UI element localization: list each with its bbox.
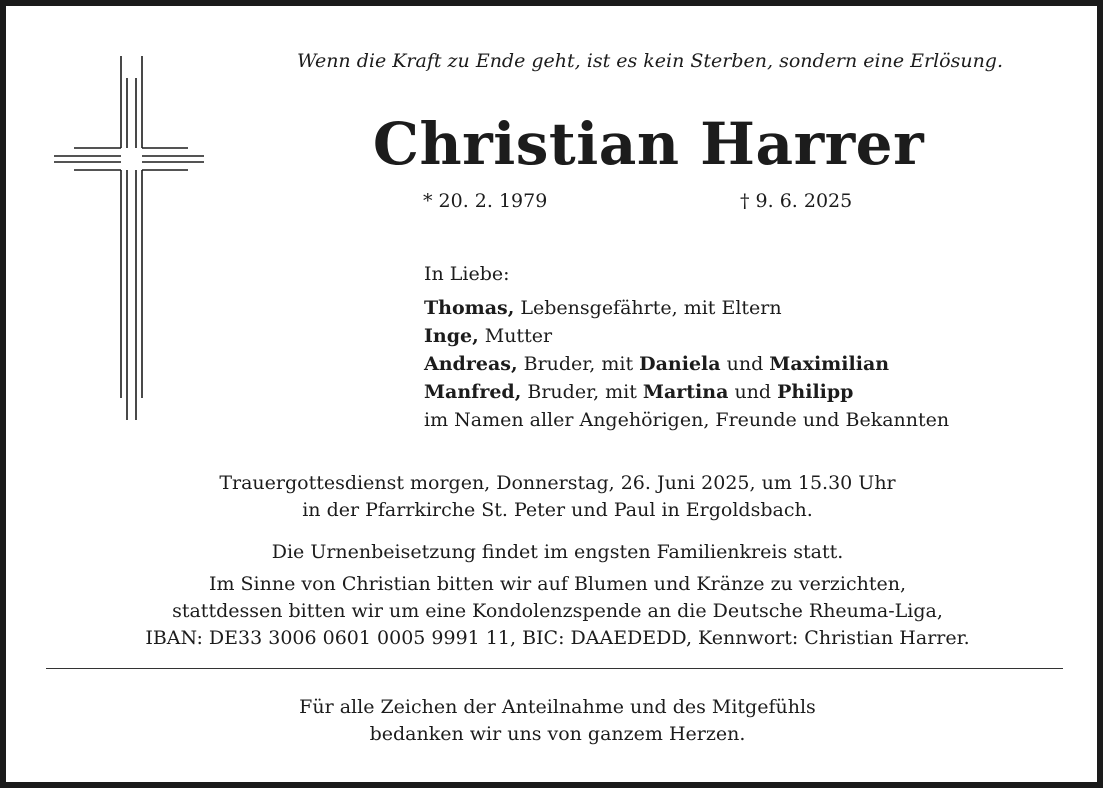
mourner-name: Thomas,	[424, 297, 515, 319]
service-line: Trauergottesdienst morgen, Donnerstag, 26. Juni 2025, um 15.30 Uhr	[219, 472, 896, 494]
thanks-note	[36, 694, 1079, 748]
donation-info	[36, 571, 1079, 652]
death-date: † 9. 6. 2025	[740, 190, 853, 212]
mourner-relation: Bruder, mit	[521, 381, 643, 403]
service-line: in der Pfarrkirche St. Peter und Paul in Ergoldsbach.	[302, 499, 813, 521]
mourners-list	[424, 260, 949, 434]
birth-date: * 20. 2. 1979	[423, 190, 548, 212]
mourner-relation: Lebensgefährte, mit Eltern	[514, 297, 782, 319]
mourner-conjunction: und	[720, 353, 770, 375]
mourners-intro: In Liebe:	[424, 263, 510, 285]
thanks-line: bedanken wir uns von ganzem Herzen.	[369, 723, 746, 745]
mourners-closing: im Namen aller Angehörigen, Freunde und Bekannten	[424, 409, 950, 431]
mourner-partner: Martina	[642, 381, 729, 403]
urn-burial-info: Die Urnenbeisetzung findet im engsten Familienkreis statt.	[271, 541, 844, 563]
mourner-name: Manfred,	[424, 381, 522, 403]
thanks-line: Für alle Zeichen der Anteilnahme und des Mitgefühls	[299, 696, 816, 718]
mourner-manfred	[424, 378, 949, 406]
mourner-inge	[424, 322, 949, 350]
motto-quote: Wenn die Kraft zu Ende geht, ist es kein Sterben, sondern eine Erlösung.	[296, 50, 1004, 72]
mourner-child: Philipp	[777, 381, 854, 403]
mourner-relation: Mutter	[478, 325, 553, 347]
mourner-partner: Daniela	[639, 353, 721, 375]
donation-line: Im Sinne von Christian bitten wir auf Blumen und Kränze zu verzichten,	[208, 573, 907, 595]
mourner-thomas	[424, 294, 949, 322]
mourner-conjunction: und	[728, 381, 778, 403]
mourner-andreas	[424, 350, 949, 378]
mourner-name: Inge,	[424, 325, 479, 347]
cross-icon	[48, 50, 204, 430]
deceased-name: Christian Harrer	[372, 110, 925, 178]
donation-line: IBAN: DE33 3006 0601 0005 9991 11, BIC: DAAEDEDD, Kennwort: Christian Harrer.	[145, 627, 970, 649]
donation-line: stattdessen bitten wir um eine Kondolenzspende an die Deutsche Rheuma-Liga,	[172, 600, 943, 622]
divider	[46, 668, 1063, 669]
mourner-name: Andreas,	[424, 353, 518, 375]
mourner-relation: Bruder, mit	[517, 353, 640, 375]
mourner-child: Maximilian	[769, 353, 890, 375]
funeral-service-info	[36, 470, 1079, 524]
